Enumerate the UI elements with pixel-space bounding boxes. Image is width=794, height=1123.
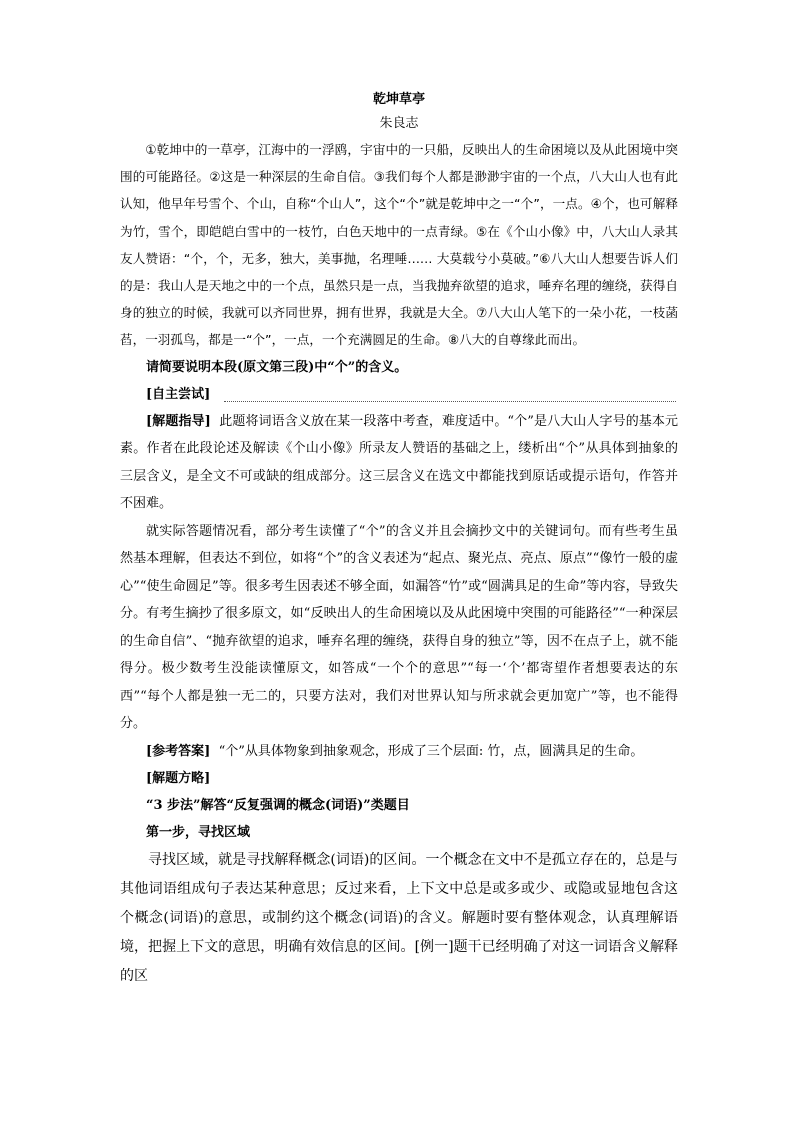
answer-blank-line[interactable] — [224, 387, 676, 402]
guide-paragraph-1 — [120, 408, 678, 518]
strategy-subtitle: “3 步法”解答“反复强调的概念(词语)”类题目 — [146, 797, 410, 813]
passage-text: ①乾坤中的一草亭，江海中的一浮鸥，宇宙中的一只船，反映出人的生命困境以及从此困境中突围的可能路径。②这是一种深层的生命自信。③我们每个人都是渺渺宇宙的一个点，八大山人也有此认知，他早年号雪个、个山，自称“个山人”，这个“个”就是乾坤中之一“个”，一点。④个，也可解释为竹，雪个，即皑皑白雪中的一枝竹，白色天地中的一点青绿。⑤在《个山小像》中，八大山人录其友人赞语：“个，个，无多，独大，美事抛，名理唾…… 大莫载兮小莫破。”⑥八大山人想要告诉人们的是：我山人是天地之中的一个点，虽然只是一点，当我抛弃欲望的追求，唾弃名理的缠绕，获得自身的独立的时候，我就可以齐同世界，拥有世界，我就是大全。⑦八大山人笔下的一朵小花，一枝菡萏，一羽孤鸟，都是一“个”，一点，一个充满圆足的生命。⑧八大的自尊缘此而出。 — [120, 142, 678, 348]
self-attempt-row — [120, 381, 678, 408]
guide-paragraph-2: 就实际答题情况看，部分考生读懂了“个”的含义并且会摘抄文中的关键词句。而有些考生虽然基本理解，但表达不到位，如将“个”的含义表述为“起点、聚光点、亮点、原点”“像竹一般的虚心”“使生命圆足”等。很多考生因表述不够全面，如漏答“竹”或“圆满具足的生命”等内容，导致失分。有考生摘抄了很多原文，如“反映出人的生命困境以及从此困境中突围的可能路径”“一种深层的生命自信”、“抛弃欲望的追求，唾弃名理的缠绕，获得自身的独立”等，因不在点子上，就不能得分。极少数考生没能读懂原文，如答成“一个个的意思”“每一‘个’都寄望作者想要表达的东西”“每个人都是独一无二的，只要方法对，我们对世界认知与所求就会更加宽广”等，也不能得分。 — [120, 523, 678, 732]
passage-title: 乾坤草亭 — [372, 92, 425, 107]
step1-text: 寻找区域，就是寻找解释概念(词语)的区间。一个概念在文中不是孤立存在的，总是与其他词语组成句子表达某种意思；反过来看，上下文中总是或多或少、或隐或显地包含这个概念(词语)的意思，或制约这个概念(词语)的含义。解题时要有整体观念，认真理解语境，把握上下文的意思，明确有效信息的区间。[例一]题干已经明确了对这一词语含义解释的区 — [120, 851, 678, 984]
strategy-label: [解题方略] — [146, 770, 211, 786]
passage-author: 朱良志 — [379, 116, 419, 131]
guide-label: [解题指导] — [146, 413, 211, 429]
answer-label: [参考答案] — [146, 743, 211, 759]
self-attempt-label: [自主尝试] — [146, 386, 211, 402]
guide-text: 此题将词语含义放在某一段落中考查，难度适中。“个”是八大山人字号的基本元素。作者在此段论述及解读《个山小像》所录友人赞语的基础之上，缕析出“个”从具体到抽象的三层含义，是全文不可或缺的组成部分。这三层含义在选文中都能找到原话或提示语句，作答并不困难。 — [120, 413, 678, 512]
document-page — [120, 88, 678, 991]
answer-text: “个”从具体物象到抽象观念，形成了三个层面: 竹，点，圆满具足的生命。 — [218, 743, 644, 759]
step1-title: 第一步，寻找区域 — [146, 824, 251, 840]
answer-paragraph — [120, 738, 678, 765]
question-text: 请简要说明本段(原文第三段)中“个”的含义。 — [146, 359, 408, 375]
